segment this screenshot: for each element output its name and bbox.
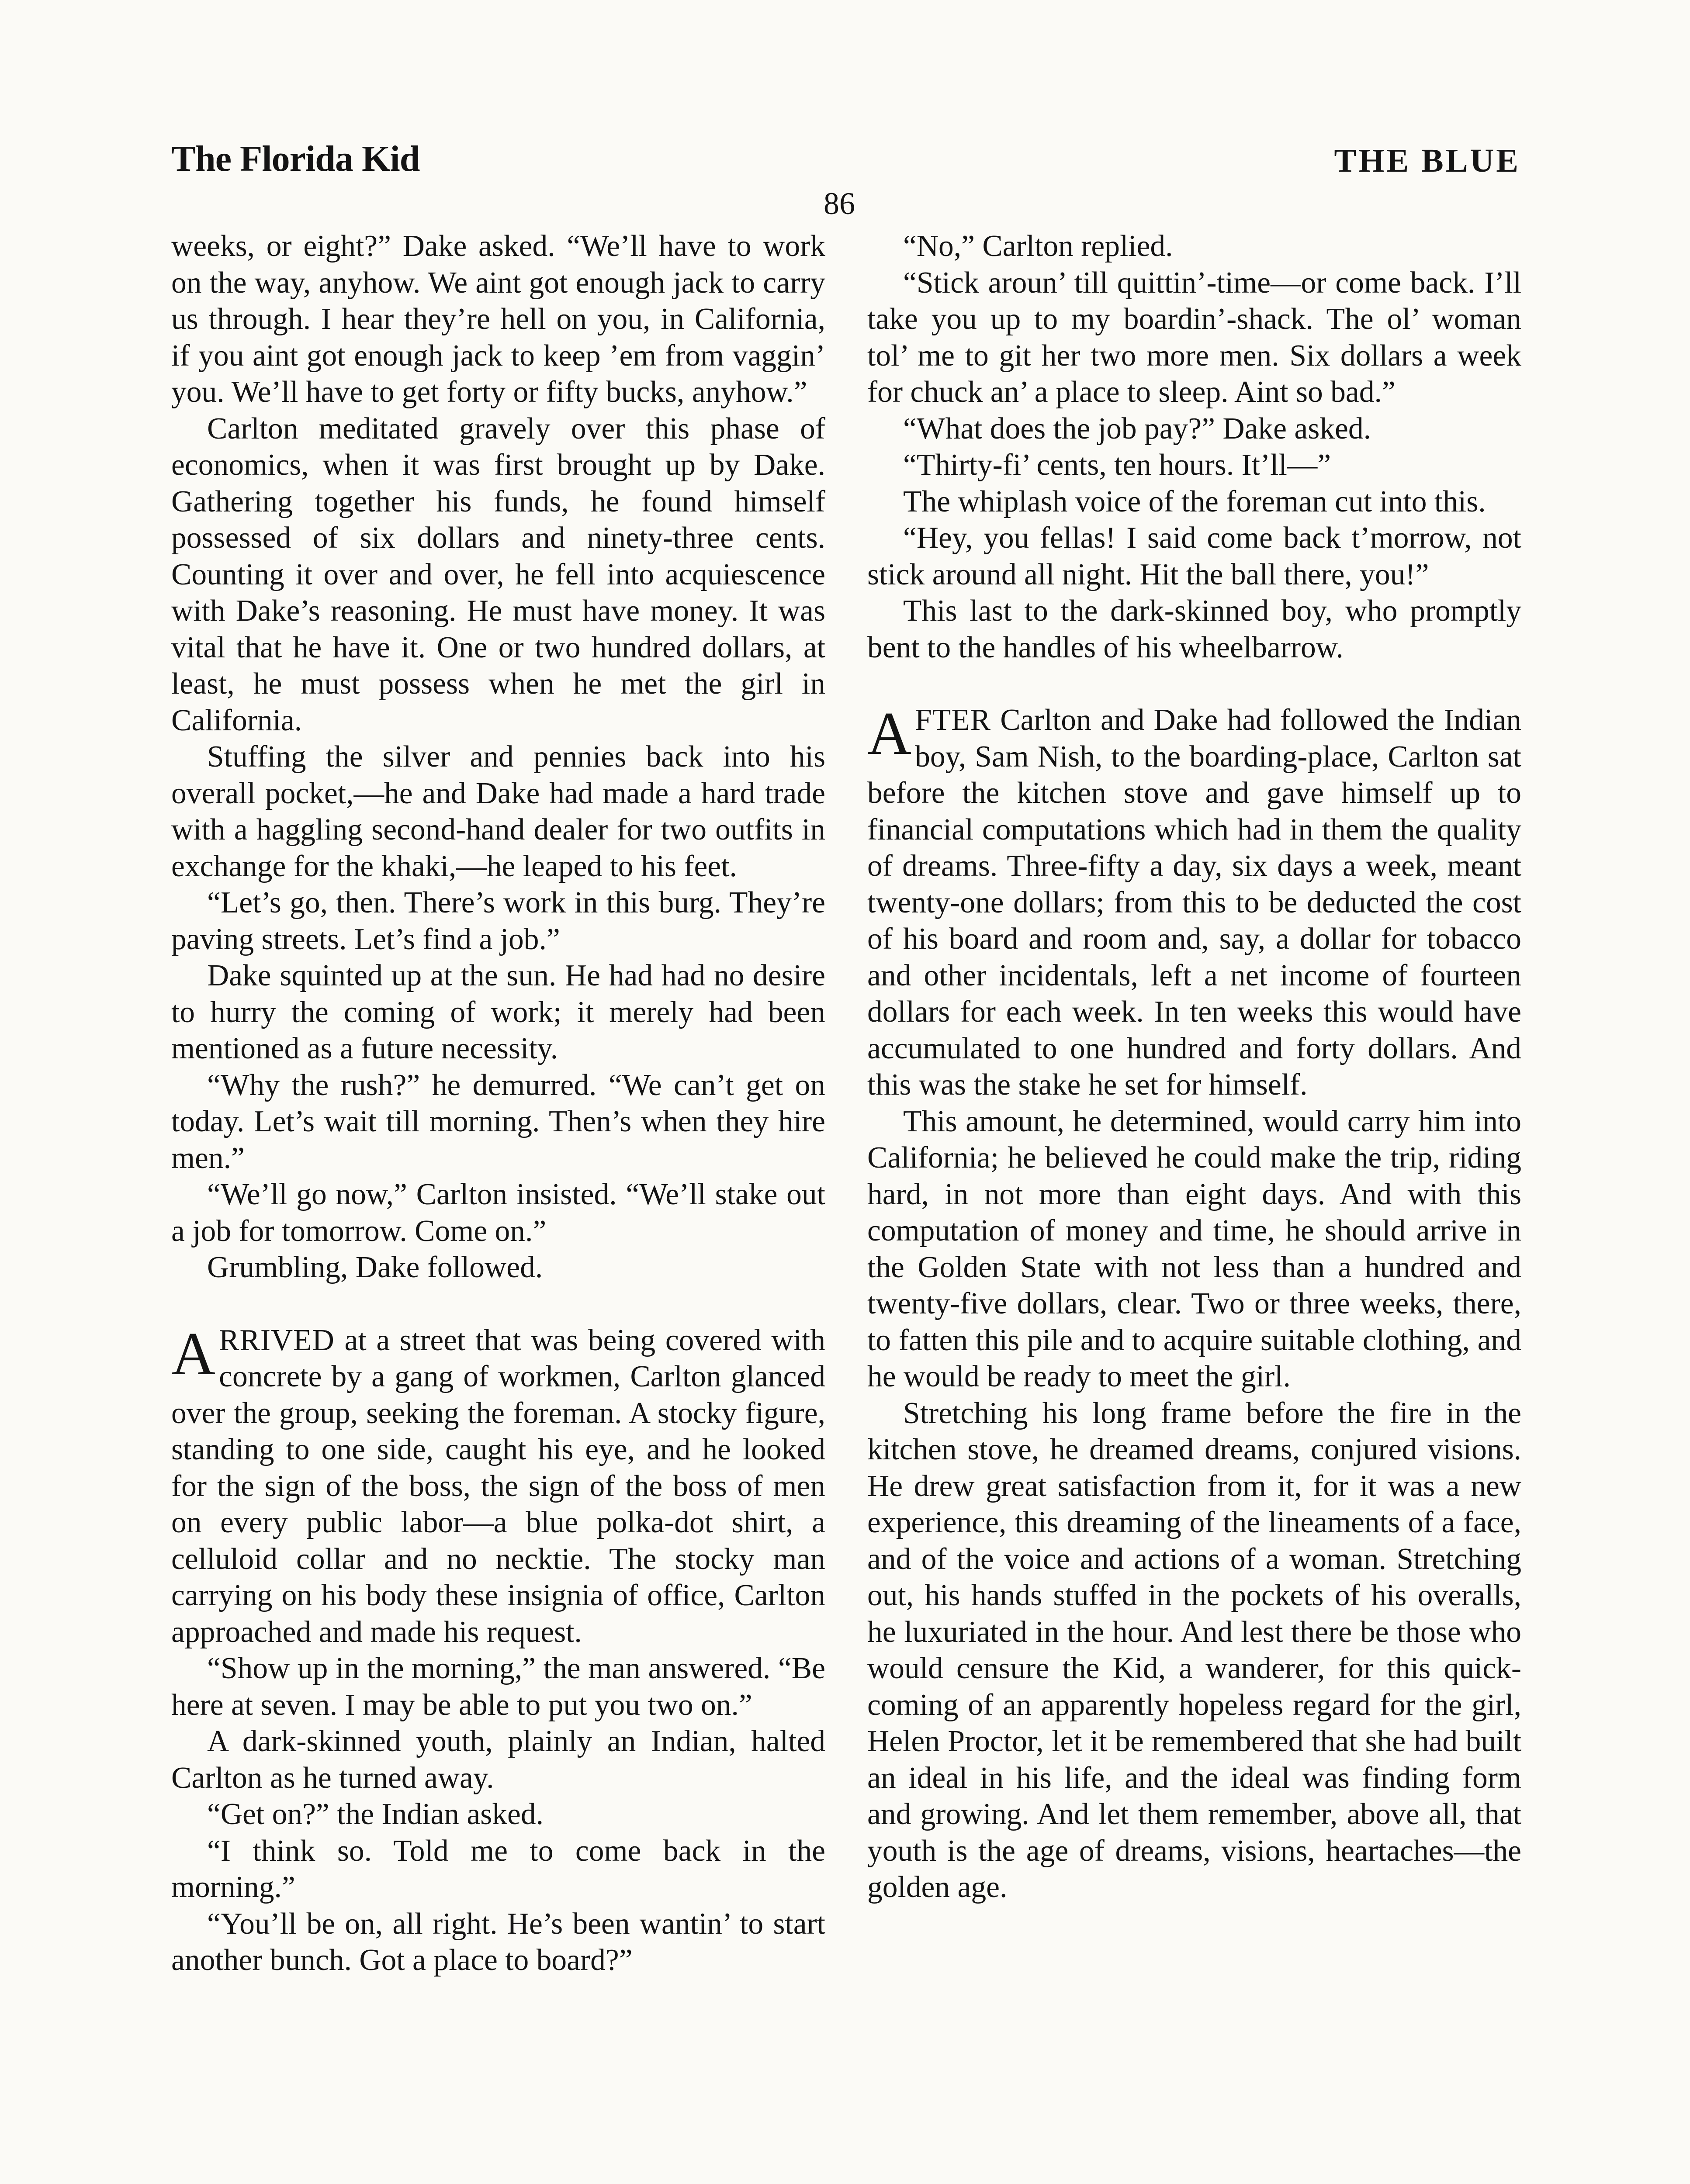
drop-cap: A bbox=[867, 700, 912, 767]
paragraph: “I think so. Told me to come back in the morning.” bbox=[171, 1834, 825, 1904]
paragraph: “Get on?” the Indian asked. bbox=[207, 1797, 544, 1831]
paragraph: “Let’s go, then. There’s work in this burg. They’re paving streets. Let’s find a job.” bbox=[171, 886, 825, 956]
paragraph: Carlton meditated gravely over this phase of economics, when it was first brought up by Dake. Gathering together his funds, he found himself possessed of six dollars and ninety-three cents. Counting it over and over, he fell into acquiescence with Dake’s reasoning. He must have money. It was vital that he have it. One or two hundred dollars, at least, he must possess when he met the girl in California. bbox=[171, 411, 825, 737]
paragraph: “Show up in the morning,” the man answered. “Be here at seven. I may be able to put you two on.” bbox=[171, 1652, 825, 1722]
paragraph: “Hey, you fellas! I said come back t’morrow, not stick around all night. Hit the ball there, you!” bbox=[867, 521, 1521, 591]
paragraph: Stretching his long frame before the fire in the kitchen stove, he dreamed dreams, conjured visions. He drew great satisfaction from it, for it was a new experience, this dreaming of the lineaments of a face, and of the voice and actions of a woman. Stretching out, his hands stuffed in the pockets of his overalls, he luxuriated in the hour. And lest there be those who would censure the Kid, a wanderer, for this quick-coming of an apparently hopeless regard for the girl, Helen Proctor, let it be remembered that she had built an ideal in his life, and the ideal was finding form and growing. And let them remember, above all, that youth is the age of dreams, visions, heartaches—the golden age. bbox=[867, 1396, 1521, 1904]
right-column bbox=[867, 228, 1521, 1906]
running-title: The Florida Kid bbox=[171, 138, 420, 179]
magazine-title: THE BLUE bbox=[1334, 142, 1520, 179]
paragraph-text: at a street that was being covered with concrete by a gang of workmen, Carlton glanced over the group, seeking the foreman. A stocky figure, standing to one side, caught his eye, and he looked for the sign of the boss, the sign of the boss of men on every public labor—a blue polka-dot shirt, a celluloid collar and no necktie. The stocky man carrying on his body these insignia of office, Carlton approached and made his request. bbox=[171, 1323, 825, 1649]
paragraph: “Stick aroun’ till quittin’-time—or come back. I’ll take you up to my boardin’-shack. The ol’ woman tol’ me to git her two more men. Six dollars a week for chuck an’ a place to sleep. Aint so bad.” bbox=[867, 266, 1521, 409]
paragraph: This last to the dark-skinned boy, who promptly bent to the handles of his wheelbarrow. bbox=[867, 594, 1521, 664]
paragraph-text: Carlton and Dake had followed the Indian boy, Sam Nish, to the boarding-place, Carlton sat before the kitchen stove and gave himself up to financial computations which had in them the quality of dreams. Three-fifty a day, six days a week, meant twenty-one dollars; from this to be deducted the cost of his board and room and, say, a dollar for tobacco and other incidentals, left a net income of fourteen dollars for each week. In ten weeks this would have accumulated to one hundred and forty dollars. And this was the stake he set for himself. bbox=[867, 703, 1521, 1102]
paragraph: This amount, he determined, would carry him into California; he believed he could make the trip, riding hard, in not more than eight days. And with this computation of money and time, he should arrive in the Golden State with not less than a hundred and twenty-five dollars, clear. Two or three weeks, there, to fatten this pile and to acquire suitable clothing, and he would be ready to meet the girl. bbox=[867, 1104, 1521, 1393]
section-break bbox=[171, 1286, 825, 1322]
small-caps-lead: FTER bbox=[915, 703, 991, 737]
paragraph: A dark-skinned youth, plainly an Indian, halted Carlton as he turned away. bbox=[171, 1724, 825, 1795]
drop-cap: A bbox=[171, 1320, 216, 1388]
paragraph: The whiplash voice of the foreman cut into this. bbox=[903, 484, 1486, 518]
section-opening-paragraph bbox=[171, 1322, 825, 1651]
continued-paragraph: weeks, or eight?” Dake asked. “We’ll have to work on the way, anyhow. We aint got enough jack to carry us through. I hear they’re hell on you, in California, if you aint got enough jack to keep ’em from vaggin’ you. We’ll have to get forty or fifty bucks, anyhow.” bbox=[171, 229, 825, 409]
paragraph: “Why the rush?” he demurred. “We can’t get on today. Let’s wait till morning. Then’s when they hire men.” bbox=[171, 1068, 825, 1175]
paragraph: “Thirty-fi’ cents, ten hours. It’ll—” bbox=[903, 448, 1331, 482]
paragraph: “We’ll go now,” Carlton insisted. “We’ll stake out a job for tomorrow. Come on.” bbox=[171, 1178, 825, 1248]
paragraph: “You’ll be on, all right. He’s been wantin’ to start another bunch. Got a place to board?” bbox=[171, 1907, 825, 1977]
paragraph: Stuffing the silver and pennies back into his overall pocket,—he and Dake had made a hard trade with a haggling second-hand dealer for two outfits in exchange for the khaki,—he leaped to his feet. bbox=[171, 740, 825, 883]
paragraph: “No,” Carlton replied. bbox=[903, 229, 1173, 263]
paragraph: “What does the job pay?” Dake asked. bbox=[903, 411, 1371, 446]
left-column bbox=[171, 228, 825, 1979]
paragraph: Grumbling, Dake followed. bbox=[207, 1251, 543, 1284]
small-caps-lead: RRIVED bbox=[219, 1323, 335, 1357]
section-opening-paragraph bbox=[867, 702, 1521, 1103]
paragraph: Dake squinted up at the sun. He had had no desire to hurry the coming of work; it merely had been mentioned as a future necessity. bbox=[171, 959, 825, 1065]
page-number: 86 bbox=[824, 186, 855, 221]
section-break bbox=[867, 666, 1521, 702]
